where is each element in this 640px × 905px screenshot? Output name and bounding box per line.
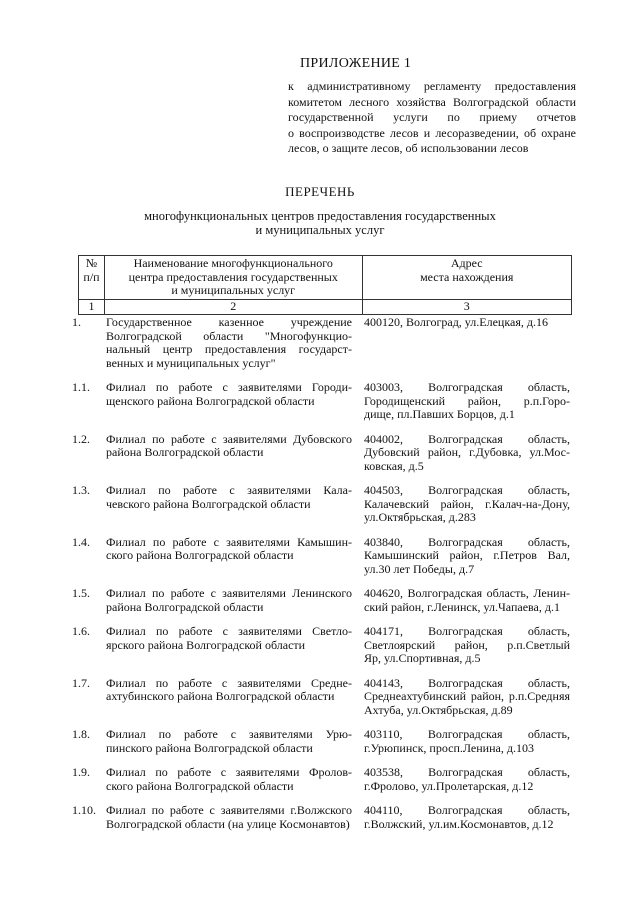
center-name-line: Филиал по работе с заявителями Средне- <box>106 675 352 690</box>
center-address <box>364 728 570 755</box>
center-address-line: 404620, Волгоградская область, Ленин- <box>364 586 570 600</box>
table-row <box>72 728 574 755</box>
center-address <box>364 433 570 474</box>
center-address-line: Дубовский район, г.Дубовка, ул.Мос- <box>364 445 570 459</box>
center-address-line: 404503, Волгоградская область, <box>364 483 570 497</box>
center-address-line: 403840, Волгоградская область, <box>364 534 570 549</box>
row-number: 1. <box>72 315 81 329</box>
header-number-line: № <box>85 256 98 270</box>
table-row <box>72 625 574 666</box>
header-row <box>79 256 572 300</box>
center-name <box>106 804 364 831</box>
center-address-line: ковская, д.5 <box>364 458 424 473</box>
center-name <box>106 316 364 370</box>
column-index: 2 <box>104 299 362 314</box>
center-name-line: Филиал по работе с заявителями Городи- <box>106 380 352 394</box>
center-name-line: чевского района Волгоградской области <box>106 496 311 511</box>
center-address-line: 403538, Волгоградская область, <box>364 765 570 779</box>
center-address-line: ский район, г.Ленинск, ул.Чапаева, д.1 <box>364 599 560 614</box>
center-address-line: Среднеахтубинский район, р.п.Средняя <box>364 689 570 703</box>
center-name-line: нальный центр предоставления государст- <box>106 342 352 356</box>
center-name-line: Филиал по работе с заявителями Урю- <box>106 727 352 741</box>
row-number: 1.6. <box>72 624 90 638</box>
center-address-line: 403003, Волгоградская область, <box>364 380 570 394</box>
subtitle-line: многофункциональных центров предоставления государственных <box>144 209 496 223</box>
row-number: 1.7. <box>72 675 90 690</box>
center-name <box>106 677 364 718</box>
center-name-line: Филиал по работе с заявителями Кала- <box>106 483 352 497</box>
center-name-line: ского района Волгоградской области <box>106 778 294 793</box>
appendix-line: лесов, о защите лесов, об использовании лесов <box>288 141 529 155</box>
header-address-line: места нахождения <box>420 269 514 284</box>
center-address-line: г.Урюпинск, просп.Ленина, д.103 <box>364 740 534 755</box>
center-address-line: Яр, ул.Спортивная, д.5 <box>364 651 481 665</box>
center-name-line: ахтубинского района Волгоградской области <box>106 689 335 703</box>
center-name-line: венных и муниципальных услуг" <box>106 355 276 370</box>
center-name-line: Филиал по работе с заявителями Светло- <box>106 624 352 638</box>
subtitle-line: и муниципальных услуг <box>255 223 385 237</box>
center-name-line: Волгоградской области (на улице Космонавтов) <box>106 816 350 831</box>
center-name <box>106 766 364 793</box>
center-name-line: района Волгоградской области <box>106 445 264 459</box>
header-number <box>79 256 105 300</box>
table-row <box>72 316 574 370</box>
table-row <box>72 536 574 577</box>
center-name-line: Филиал по работе с заявителями г.Волжского <box>106 803 352 817</box>
center-name-line: щенского района Волгоградской области <box>106 393 315 408</box>
header-name-line: Наименование многофункционального <box>133 256 333 270</box>
table-row <box>72 587 574 614</box>
centers-list <box>72 316 574 842</box>
center-address <box>364 587 570 614</box>
center-address <box>364 766 570 793</box>
center-address <box>364 316 570 370</box>
appendix-line: к административному регламенту предоставления <box>288 79 576 93</box>
table-row <box>72 381 574 422</box>
center-address <box>364 625 570 666</box>
center-name-line: Филиал по работе с заявителями Фролов- <box>106 765 352 779</box>
appendix-line: о воспроизводстве лесов и лесоразведении, об охране <box>288 125 576 140</box>
column-index: 1 <box>79 299 105 314</box>
center-name <box>106 536 364 577</box>
center-name <box>106 484 364 525</box>
center-address-line: г.Фролово, ул.Пролетарская, д.12 <box>364 778 534 793</box>
center-name <box>106 381 364 422</box>
appendix-text <box>288 79 576 157</box>
column-index-row <box>79 299 572 314</box>
header-name <box>104 256 362 300</box>
center-address-line: г.Волжский, ул.им.Космонавтов, д.12 <box>364 816 554 831</box>
row-number: 1.8. <box>72 727 90 741</box>
center-address <box>364 536 570 577</box>
document-subtitle <box>0 209 640 237</box>
center-address-line: 400120, Волгоград, ул.Елецкая, д.16 <box>364 315 548 329</box>
center-name-line: ярского района Волгоградской области <box>106 637 306 652</box>
center-address-line: Светлоярский район, р.п.Светлый <box>364 637 570 652</box>
center-name-line: пинского района Волгоградской области <box>106 740 313 755</box>
row-number: 1.10. <box>72 803 96 817</box>
center-address-line: дище, пл.Павших Борцов, д.1 <box>364 407 515 421</box>
column-index: 3 <box>362 299 572 314</box>
center-address-line: 404002, Волгоградская область, <box>364 431 570 446</box>
center-address <box>364 677 570 718</box>
header-name-line: и муниципальных услуг <box>171 283 296 297</box>
appendix-line: комитетом лесного хозяйства Волгоградской области <box>288 94 576 109</box>
center-address <box>364 381 570 422</box>
center-name-line: Волгоградской области "Многофункцио- <box>106 328 352 343</box>
center-name <box>106 625 364 666</box>
center-name-line: Филиал по работе с заявителями Дубовского <box>106 431 352 446</box>
center-address-line: Калачевский район, г.Калач-на-Дону, <box>364 496 570 511</box>
center-address-line: Ахтуба, ул.Октябрьская, д.89 <box>364 702 513 717</box>
center-address-line: ул.30 лет Победы, д.7 <box>364 561 475 576</box>
header-address-line: Адрес <box>450 256 483 270</box>
center-address-line: Городищенский район, р.п.Горо- <box>364 393 570 408</box>
center-name-line: района Волгоградской области <box>106 599 264 614</box>
center-name-line: Государственное казенное учреждение <box>106 315 352 329</box>
appendix-line: государственной услуги по приему отчетов <box>288 110 576 124</box>
center-address-line: 403110, Волгоградская область, <box>364 727 570 741</box>
document-title: ПЕРЕЧЕНЬ <box>285 184 355 199</box>
header-name-line: центра предоставления государственных <box>128 269 338 284</box>
table-row <box>72 677 574 718</box>
center-name-line: Филиал по работе с заявителями Ленинского <box>106 586 352 600</box>
table-row <box>72 804 574 831</box>
row-number: 1.5. <box>72 586 90 600</box>
row-number: 1.1. <box>72 380 90 394</box>
center-name-line: ского района Волгоградской области <box>106 548 294 562</box>
table-row <box>72 484 574 525</box>
center-address-line: 404110, Волгоградская область, <box>364 803 570 817</box>
center-address-line: 404171, Волгоградская область, <box>364 624 570 638</box>
center-name <box>106 587 364 614</box>
header-address <box>362 256 572 300</box>
row-number: 1.4. <box>72 534 90 549</box>
center-address-line: ул.Октябрьская, д.283 <box>364 510 476 524</box>
table-header <box>78 255 572 315</box>
center-name-line: Филиал по работе с заявителями Камышин- <box>106 534 352 549</box>
row-number: 1.2. <box>72 431 90 446</box>
center-name <box>106 728 364 755</box>
center-address-line: 404143, Волгоградская область, <box>364 675 570 690</box>
center-name <box>106 433 364 474</box>
appendix-title: ПРИЛОЖЕНИЕ 1 <box>300 56 412 71</box>
row-number: 1.9. <box>72 765 90 779</box>
center-address <box>364 804 570 831</box>
table-row <box>72 766 574 793</box>
row-number: 1.3. <box>72 483 90 497</box>
center-address <box>364 484 570 525</box>
center-address-line: Камышинский район, г.Петров Вал, <box>364 548 570 562</box>
table-row <box>72 433 574 474</box>
header-number-line: п/п <box>83 269 100 284</box>
